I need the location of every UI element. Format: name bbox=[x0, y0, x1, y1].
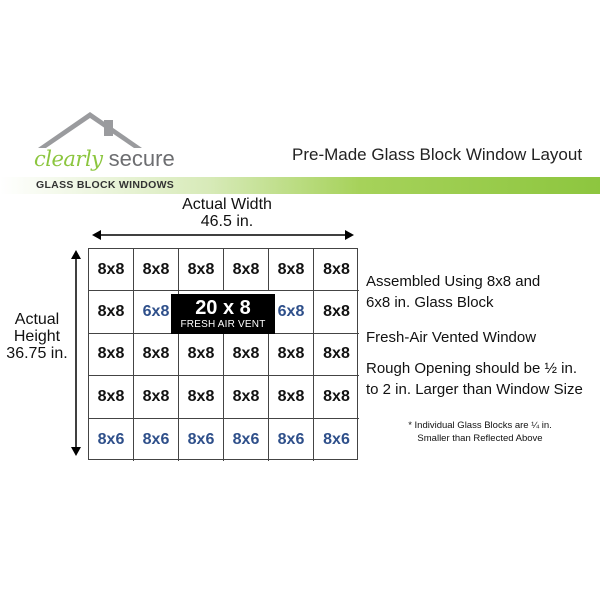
rough-opening-line2: to 2 in. Larger than Window Size bbox=[366, 381, 583, 398]
glass-block-cell: 8x6 bbox=[179, 419, 224, 461]
glass-block-cell: 8x6 bbox=[224, 419, 269, 461]
assembly-note-line2: 6x8 in. Glass Block bbox=[366, 294, 494, 311]
glass-block-cell: 8x6 bbox=[269, 419, 314, 461]
glass-block-cell: 8x8 bbox=[89, 376, 134, 418]
height-label-value: 36.75 in. bbox=[6, 345, 68, 362]
glass-block-cell: 6x8 bbox=[269, 291, 314, 333]
width-label-title: Actual Width bbox=[182, 196, 272, 213]
glass-block-cell: 8x8 bbox=[179, 249, 224, 291]
glass-block-cell: 8x8 bbox=[269, 249, 314, 291]
glass-block-cell: 8x8 bbox=[134, 249, 179, 291]
glass-block-cell: 8x8 bbox=[134, 334, 179, 376]
glass-block-cell: 8x8 bbox=[224, 249, 269, 291]
footnote-line2: Smaller than Reflected Above bbox=[417, 433, 543, 444]
glass-block-grid bbox=[88, 248, 358, 460]
glass-block-cell: 8x8 bbox=[89, 334, 134, 376]
vent-label: FRESH AIR VENT bbox=[180, 319, 266, 330]
height-label bbox=[2, 311, 72, 362]
width-label-value: 46.5 in. bbox=[200, 213, 254, 230]
glass-block-cell: 8x8 bbox=[224, 376, 269, 418]
glass-block-cell: 8x8 bbox=[314, 249, 359, 291]
assembly-note bbox=[366, 271, 540, 313]
rough-opening-note bbox=[366, 358, 583, 400]
glass-block-cell: 8x8 bbox=[179, 334, 224, 376]
glass-block-cell: 8x8 bbox=[314, 334, 359, 376]
fresh-air-vent bbox=[171, 294, 275, 334]
glass-block-cell: 8x6 bbox=[89, 419, 134, 461]
band-label: GLASS BLOCK WINDOWS bbox=[36, 179, 175, 191]
vent-size: 20 x 8 bbox=[195, 297, 251, 319]
glass-block-cell: 8x8 bbox=[224, 334, 269, 376]
glass-block-cell: 8x6 bbox=[323, 430, 350, 448]
height-arrow bbox=[70, 250, 82, 456]
footnote-line1: * Individual Glass Blocks are ¼ in. bbox=[408, 420, 552, 431]
clearly-secure-logo bbox=[28, 108, 178, 178]
glass-block-cell: 8x8 bbox=[134, 376, 179, 418]
logo-wordmark bbox=[34, 146, 175, 172]
width-arrow bbox=[92, 229, 354, 241]
glass-block-cell: 6x8 bbox=[134, 291, 179, 333]
width-label bbox=[160, 196, 294, 230]
logo-word-clearly: clearly bbox=[34, 147, 103, 171]
height-label-line2: Height bbox=[13, 328, 61, 345]
header-band bbox=[0, 177, 600, 194]
glass-block-cell: 8x8 bbox=[269, 376, 314, 418]
glass-block-cell: 8x8 bbox=[314, 291, 359, 333]
glass-block-cell: 8x8 bbox=[89, 249, 134, 291]
glass-block-cell: 8x8 bbox=[89, 291, 134, 333]
height-label-line1: Actual bbox=[14, 311, 60, 328]
glass-block-cell: 8x8 bbox=[179, 376, 224, 418]
vented-note: Fresh-Air Vented Window bbox=[366, 329, 537, 346]
block-size-footnote bbox=[375, 419, 585, 445]
page-title: Pre-Made Glass Block Window Layout bbox=[292, 145, 583, 164]
glass-block-cell: 8x8 bbox=[269, 334, 314, 376]
glass-block-cell: 8x8 bbox=[314, 376, 359, 418]
assembly-note-line1: Assembled Using 8x8 and bbox=[366, 273, 541, 290]
logo-word-secure: secure bbox=[108, 146, 175, 171]
glass-block-cell: 8x6 bbox=[134, 419, 179, 461]
rough-opening-line1: Rough Opening should be ½ in. bbox=[366, 360, 577, 377]
